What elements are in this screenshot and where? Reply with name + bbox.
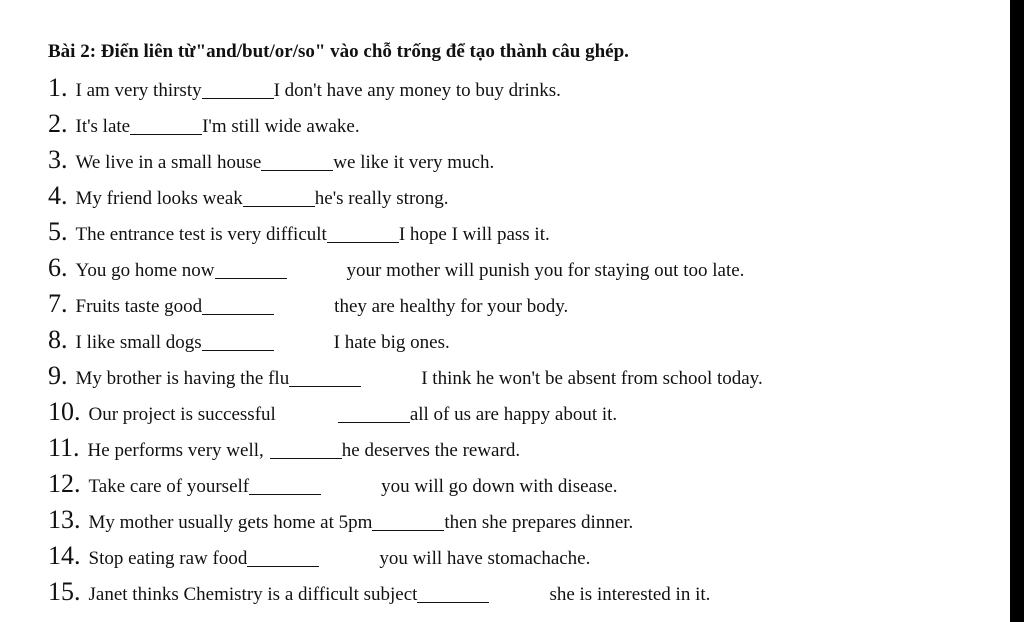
question-text-before: Our project is successful bbox=[88, 404, 276, 425]
question-text-before: Stop eating raw food bbox=[88, 548, 248, 569]
question-row bbox=[48, 214, 550, 250]
answer-blank[interactable] bbox=[338, 402, 410, 423]
question-text-before: My friend looks weak bbox=[75, 188, 243, 209]
answer-blank[interactable] bbox=[372, 510, 444, 531]
screen-edge bbox=[1010, 0, 1024, 622]
question-text-after: I hope I will pass it. bbox=[398, 224, 550, 245]
question-text-after: your mother will punish you for staying out too late. bbox=[346, 260, 745, 281]
question-number: 3. bbox=[48, 145, 68, 174]
question-text-after: all of us are happy about it. bbox=[409, 404, 618, 425]
question-row bbox=[48, 250, 744, 286]
answer-blank[interactable] bbox=[202, 330, 274, 351]
question-row bbox=[48, 574, 710, 610]
question-text-before: He performs very well, bbox=[87, 440, 264, 461]
question-text-after: you will have stomachache. bbox=[379, 548, 591, 569]
question-number: 15. bbox=[48, 577, 81, 606]
question-row bbox=[48, 538, 590, 574]
question-text-after: I hate big ones. bbox=[333, 332, 450, 353]
question-row bbox=[48, 322, 450, 358]
question-text-after: then she prepares dinner. bbox=[444, 512, 634, 533]
question-text-before: You go home now bbox=[75, 260, 215, 281]
question-text-before: My brother is having the flu bbox=[75, 368, 290, 389]
question-text-before: Fruits taste good bbox=[75, 296, 203, 317]
question-row bbox=[48, 70, 561, 106]
answer-blank[interactable] bbox=[270, 438, 342, 459]
question-row bbox=[48, 178, 449, 214]
question-text-before: My mother usually gets home at 5pm bbox=[88, 512, 373, 533]
question-text-after: she is interested in it. bbox=[549, 584, 711, 605]
question-number: 6. bbox=[48, 253, 68, 282]
question-text-after: they are healthy for your body. bbox=[334, 296, 569, 317]
question-text-after: we like it very much. bbox=[333, 152, 495, 173]
answer-blank[interactable] bbox=[247, 546, 319, 567]
question-number: 11. bbox=[48, 433, 80, 462]
question-text-after: he deserves the reward. bbox=[341, 440, 521, 461]
answer-blank[interactable] bbox=[243, 186, 315, 207]
question-text-before: I like small dogs bbox=[75, 332, 202, 353]
question-number: 4. bbox=[48, 181, 68, 210]
answer-blank[interactable] bbox=[130, 114, 202, 135]
question-number: 8. bbox=[48, 325, 68, 354]
question-text-before: It's late bbox=[75, 116, 131, 137]
question-number: 14. bbox=[48, 541, 81, 570]
question-text-after: I don't have any money to buy drinks. bbox=[273, 80, 561, 101]
question-row bbox=[48, 142, 494, 178]
question-text-after: I think he won't be absent from school today. bbox=[421, 368, 763, 389]
answer-blank[interactable] bbox=[289, 366, 361, 387]
question-row bbox=[48, 502, 633, 538]
question-text-before: Take care of yourself bbox=[88, 476, 250, 497]
question-number: 13. bbox=[48, 505, 81, 534]
answer-blank[interactable] bbox=[327, 222, 399, 243]
answer-blank[interactable] bbox=[417, 582, 489, 603]
question-text-after: you will go down with disease. bbox=[381, 476, 618, 497]
exercise-title: Bài 2: Điển liên từ"and/but/or/so" vào chỗ trống để tạo thành câu ghép. bbox=[48, 41, 629, 62]
question-text-before: We live in a small house bbox=[75, 152, 262, 173]
question-number: 12. bbox=[48, 469, 81, 498]
question-row bbox=[48, 358, 763, 394]
question-number: 5. bbox=[48, 217, 68, 246]
question-number: 7. bbox=[48, 289, 68, 318]
question-text-before: I am very thirsty bbox=[75, 80, 202, 101]
question-text-after: he's really strong. bbox=[314, 188, 449, 209]
answer-blank[interactable] bbox=[202, 78, 274, 99]
answer-blank[interactable] bbox=[215, 258, 287, 279]
question-number: 9. bbox=[48, 361, 68, 390]
question-text-before: The entrance test is very difficult bbox=[75, 224, 327, 245]
answer-blank[interactable] bbox=[261, 150, 333, 171]
question-row bbox=[48, 466, 618, 502]
question-row bbox=[48, 394, 617, 430]
question-row bbox=[48, 286, 568, 322]
question-number: 2. bbox=[48, 109, 68, 138]
answer-blank[interactable] bbox=[202, 294, 274, 315]
question-text-after: I'm still wide awake. bbox=[202, 116, 360, 137]
question-number: 10. bbox=[48, 397, 81, 426]
question-row bbox=[48, 430, 520, 466]
question-text-before: Janet thinks Chemistry is a difficult subject bbox=[88, 584, 418, 605]
answer-blank[interactable] bbox=[249, 474, 321, 495]
question-number: 1. bbox=[48, 73, 68, 102]
question-row bbox=[48, 106, 360, 142]
